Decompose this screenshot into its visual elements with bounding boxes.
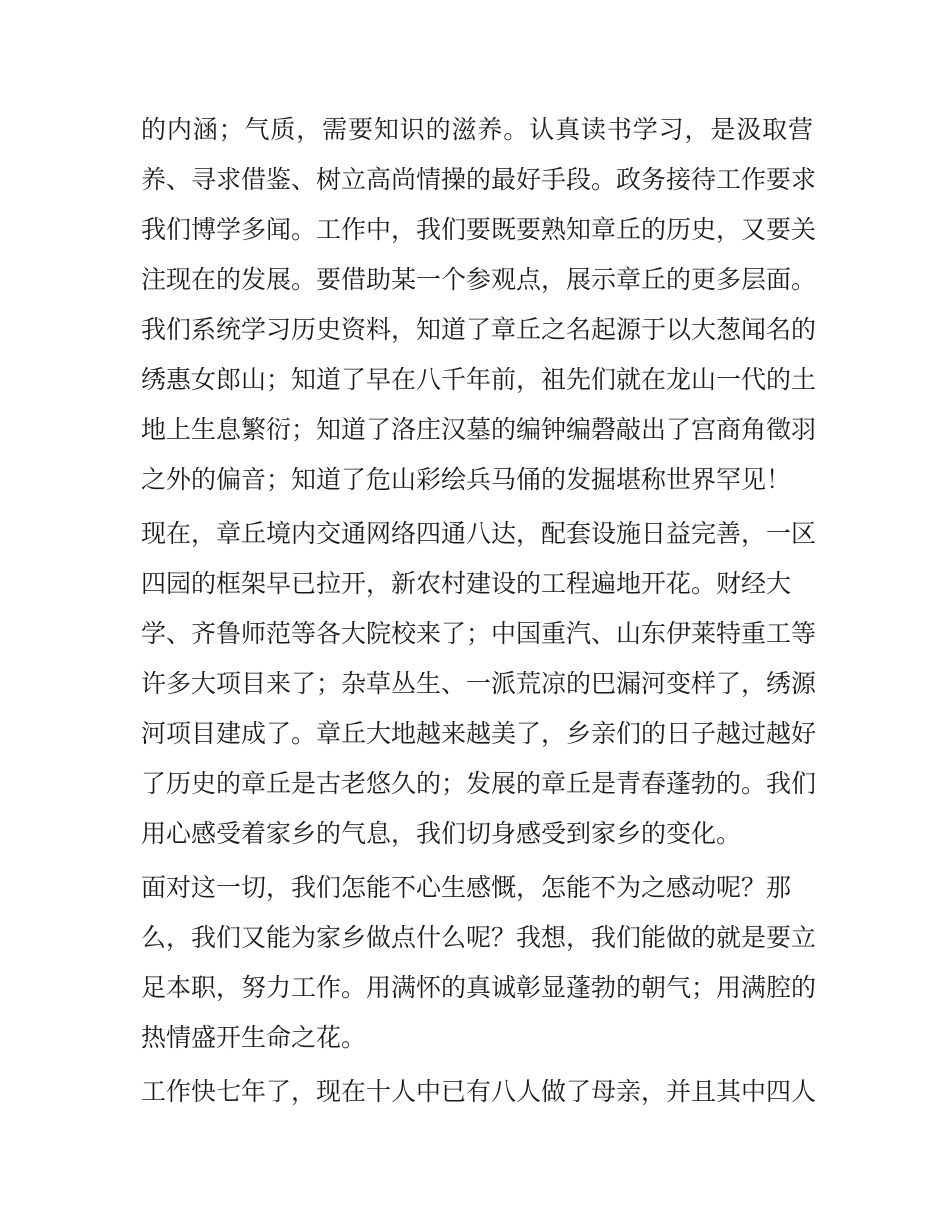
text-line: 之外的偏音；知道了危山彩绘兵马俑的发掘堪称世界罕见！ [141, 465, 792, 494]
text-line: 足本职，努力工作。用满怀的真诚彰显蓬勃的朝气；用满腔的 [141, 973, 817, 1002]
text-line: 四园的框架早已拉开，新农村建设的工程遍地开花。财经大 [141, 569, 792, 598]
text-line: 我们博学多闻。工作中，我们要既要熟知章丘的历史，又要关 [141, 215, 817, 244]
text-line: 养、寻求借鉴、树立高尚情操的最好手段。政务接待工作要求 [141, 165, 817, 194]
text-line: 热情盛开生命之花。 [141, 1023, 367, 1052]
text-line: 现在，章丘境内交通网络四通八达，配套设施日益完善，一区 [141, 519, 817, 548]
text-line: 注现在的发展。要借助某一个参观点，展示章丘的更多层面。 [141, 265, 817, 294]
text-line: 地上生息繁衍；知道了洛庄汉墓的编钟编磬敲出了宫商角徵羽 [141, 415, 817, 444]
text-line: 许多大项目来了；杂草丛生、一派荒凉的巴漏河变样了，绣源 [141, 669, 817, 698]
text-line: 用心感受着家乡的气息，我们切身感受到家乡的变化。 [141, 819, 742, 848]
text-line: 绣惠女郎山；知道了早在八千年前，祖先们就在龙山一代的土 [141, 365, 817, 394]
text-line: 我们系统学习历史资料，知道了章丘之名起源于以大葱闻名的 [141, 315, 817, 344]
text-line: 河项目建成了。章丘大地越来越美了，乡亲们的日子越过越好 [141, 719, 817, 748]
text-line: 工作快七年了，现在十人中已有八人做了母亲，并且其中四人 [141, 1077, 817, 1106]
text-line: 学、齐鲁师范等各大院校来了；中国重汽、山东伊莱特重工等 [141, 619, 817, 648]
text-line: 么，我们又能为家乡做点什么呢？我想，我们能做的就是要立 [141, 923, 817, 952]
text-line: 了历史的章丘是古老悠久的；发展的章丘是青春蓬勃的。我们 [141, 769, 817, 798]
text-line: 面对这一切，我们怎能不心生感慨，怎能不为之感动呢？那 [141, 873, 792, 902]
text-line: 的内涵；气质，需要知识的滋养。认真读书学习，是汲取营 [141, 115, 813, 144]
